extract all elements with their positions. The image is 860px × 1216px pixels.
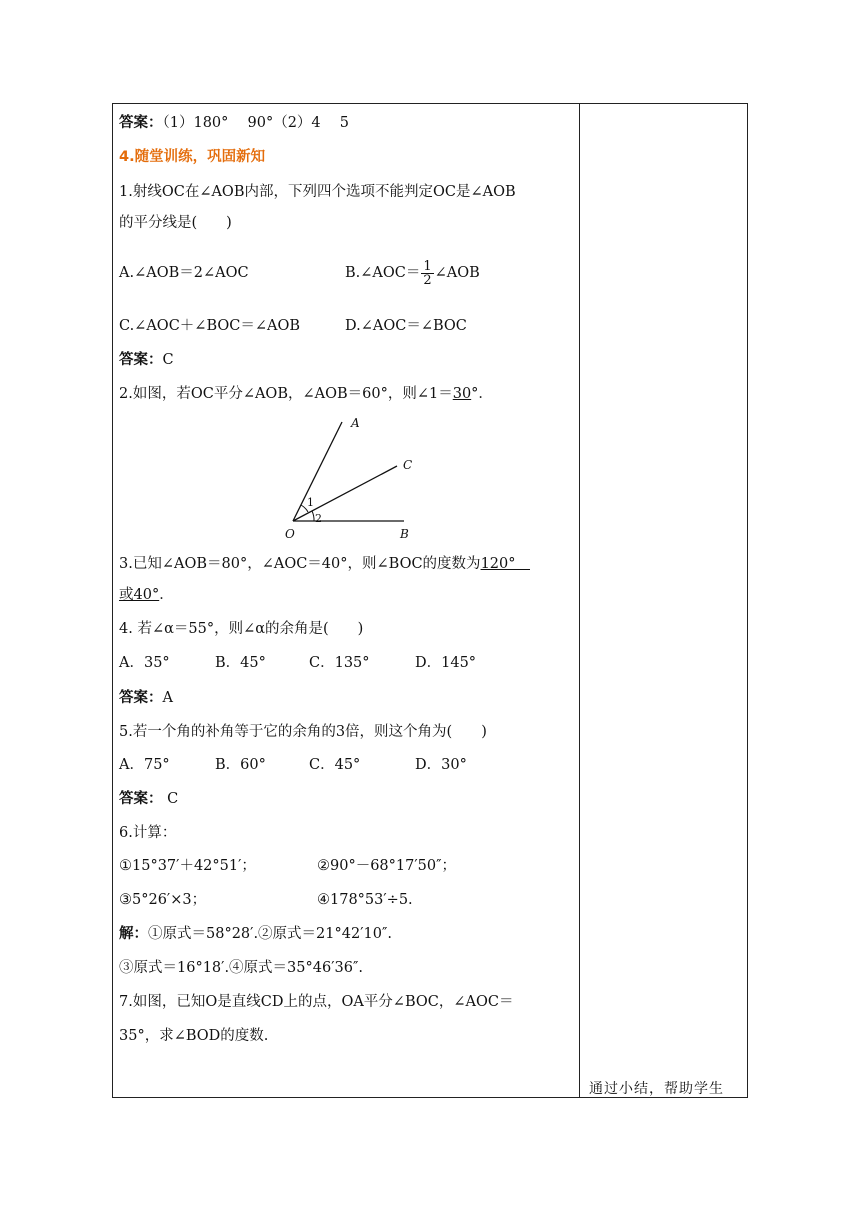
q6-expr-4: ④178°53′÷5. bbox=[317, 892, 413, 908]
q1-answer bbox=[119, 350, 174, 370]
q2-stem bbox=[119, 384, 493, 404]
answer-label: 答案： bbox=[119, 351, 163, 368]
q5-option-c: C．45° bbox=[309, 757, 361, 773]
answer-label: 答案： bbox=[119, 790, 163, 807]
q1-option-b-pre: B.∠AOC＝ bbox=[345, 265, 421, 281]
q6-solution-line2: ③原式＝16°18′.④原式＝35°46′36″. bbox=[119, 960, 363, 976]
q5-stem: 5.若一个角的补角等于它的余角的3倍，则这个角为( ) bbox=[119, 724, 487, 740]
label-2: 2 bbox=[315, 512, 322, 525]
fraction bbox=[421, 260, 433, 287]
q1-stem-line2: 的平分线是( ) bbox=[119, 215, 232, 231]
q2-stem-pre: 2.如图，若OC平分∠AOB，∠AOB＝60°，则∠1＝ bbox=[119, 386, 453, 402]
q6-solution-line1 bbox=[119, 924, 392, 944]
label-1: 1 bbox=[307, 496, 314, 509]
q3-stem-pre: 3.已知∠AOB＝80°，∠AOC＝40°，则∠BOC的度数为 bbox=[119, 556, 481, 572]
q3-stem-line2 bbox=[119, 585, 174, 605]
q3-blank-2: 或40° bbox=[119, 587, 160, 603]
q1-option-b-post: ∠AOB bbox=[434, 265, 480, 281]
fraction-numerator: 1 bbox=[423, 258, 432, 274]
q6-expr-1: ①15°37′＋42°51′； bbox=[119, 858, 256, 874]
q1-option-c: C.∠AOC＋∠BOC＝∠AOB bbox=[119, 318, 301, 334]
q5-answer bbox=[119, 789, 178, 809]
ray-oa bbox=[293, 422, 342, 521]
label-c: C bbox=[403, 458, 413, 472]
q5-option-d: D．30° bbox=[415, 757, 467, 773]
q7-stem-line1: 7.如图，已知O是直线CD上的点，OA平分∠BOC，∠AOC＝ bbox=[119, 994, 514, 1010]
label-o: O bbox=[285, 527, 295, 541]
q4-answer bbox=[119, 688, 173, 708]
q2-blank: 30 bbox=[452, 386, 472, 402]
answer-text: C bbox=[162, 352, 174, 368]
label-b: B bbox=[400, 527, 409, 541]
q6-expr-2: ②90°－68°17′50″； bbox=[317, 858, 457, 874]
q3-stem-line1 bbox=[119, 554, 530, 574]
q6-expr-3: ③5°26′×3； bbox=[119, 892, 207, 908]
angle-figure bbox=[279, 414, 414, 542]
q5-option-a: A．75° bbox=[119, 757, 170, 773]
q3-blank-1: 120° bbox=[480, 556, 530, 572]
q7-stem-line2: 35°，求∠BOD的度数. bbox=[119, 1028, 269, 1044]
answer-label: 答案： bbox=[119, 114, 163, 131]
column-divider bbox=[579, 104, 580, 1097]
q6-stem: 6.计算： bbox=[119, 825, 177, 841]
section-heading: 4.随堂训练，巩固新知 bbox=[119, 149, 266, 165]
solution-label: 解： bbox=[119, 925, 148, 942]
answer-text: A bbox=[162, 690, 173, 706]
q4-option-c: C．135° bbox=[309, 655, 370, 671]
q4-stem: 4. 若∠α＝55°，则∠α的余角是( ) bbox=[119, 621, 364, 637]
q2-stem-post: °． bbox=[471, 386, 493, 402]
solution-text-1: ①原式＝58°28′.②原式＝21°42′10″. bbox=[148, 926, 392, 942]
q1-option-d: D.∠AOC＝∠BOC bbox=[345, 318, 467, 334]
q3-stem-post: ． bbox=[159, 587, 174, 603]
q4-option-a: A．35° bbox=[119, 655, 170, 671]
ray-oc bbox=[293, 466, 397, 521]
q1-option-b bbox=[345, 256, 480, 290]
fraction-denominator: 2 bbox=[423, 272, 432, 288]
answer-line-intro bbox=[119, 113, 349, 133]
angle-arc-2 bbox=[312, 511, 314, 521]
q1-option-a: A.∠AOB＝2∠AOC bbox=[119, 265, 249, 281]
q1-stem-line1: 1.射线OC在∠AOB内部，下列四个选项不能判定OC是∠AOB bbox=[119, 184, 516, 200]
q5-option-b: B．60° bbox=[215, 757, 266, 773]
lesson-table bbox=[112, 103, 748, 1098]
side-note: 通过小结，帮助学生 bbox=[589, 1081, 724, 1097]
answer-text: C bbox=[162, 791, 179, 807]
q4-option-d: D．145° bbox=[415, 655, 477, 671]
answer-text: （1）180° 90°（2）4 5 bbox=[162, 115, 349, 131]
label-a: A bbox=[351, 416, 360, 430]
q4-option-b: B．45° bbox=[215, 655, 266, 671]
answer-label: 答案： bbox=[119, 689, 163, 706]
